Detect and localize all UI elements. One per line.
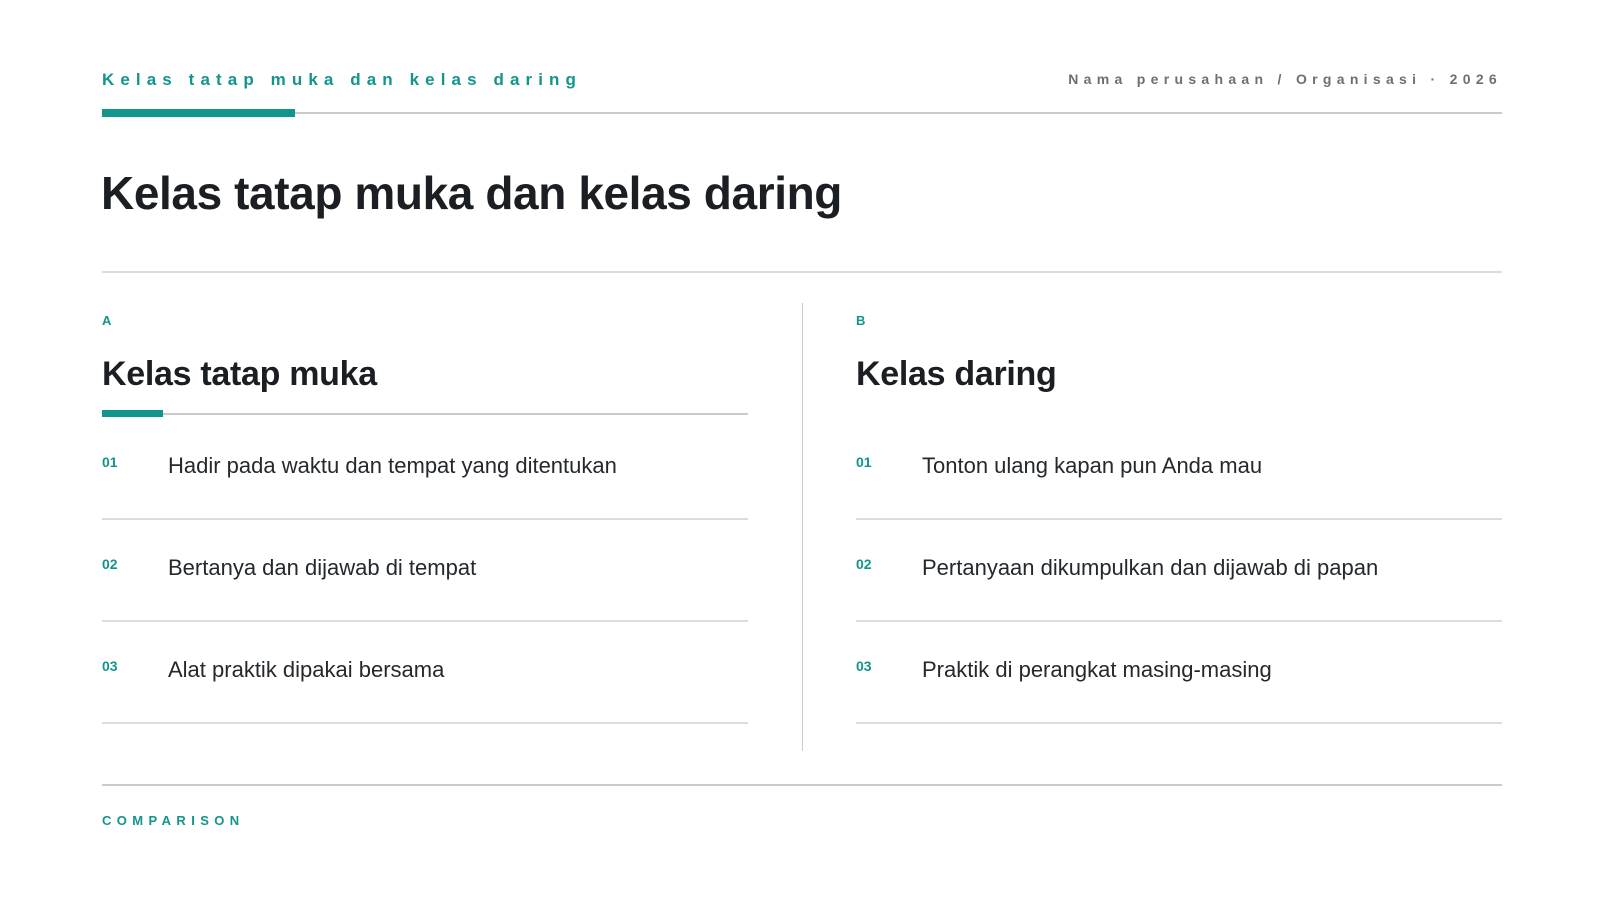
column-heading-accent [102, 410, 163, 417]
title-divider [102, 271, 1502, 273]
item-number: 02 [856, 556, 872, 572]
item-text: Praktik di perangkat masing-masing [922, 657, 1272, 682]
page-title: Kelas tatap muka dan kelas daring [101, 167, 842, 219]
item-number: 01 [856, 454, 872, 470]
column-letter: A [102, 313, 112, 328]
header-organization: Nama perusahaan / Organisasi · 2026 [1068, 71, 1502, 87]
header-kicker: Kelas tatap muka dan kelas daring [102, 70, 583, 89]
item-text: Tonton ulang kapan pun Anda mau [922, 453, 1263, 478]
list-item [102, 520, 748, 622]
item-number: 02 [102, 556, 118, 572]
item-text: Pertanyaan dikumpulkan dan dijawab di papan [922, 555, 1379, 580]
footer-label: COMPARISON [102, 813, 245, 828]
footer-divider [102, 784, 1502, 786]
column-heading: Kelas tatap muka [102, 355, 377, 393]
list-item [856, 418, 1502, 520]
item-number: 03 [102, 658, 118, 674]
column-heading: Kelas daring [856, 355, 1057, 393]
column-letter: B [856, 313, 866, 328]
item-number: 03 [856, 658, 872, 674]
list-item [102, 622, 748, 724]
column-divider [802, 303, 803, 751]
comparison-list [102, 418, 748, 724]
list-item [856, 622, 1502, 724]
list-item [856, 520, 1502, 622]
header-accent-bar [102, 109, 295, 117]
header-divider [102, 112, 1502, 114]
list-item [102, 418, 748, 520]
item-number: 01 [102, 454, 118, 470]
item-text: Alat praktik dipakai bersama [168, 657, 445, 682]
comparison-list [856, 418, 1502, 724]
column-heading-divider [102, 413, 748, 415]
item-text: Hadir pada waktu dan tempat yang ditentukan [168, 453, 617, 478]
item-text: Bertanya dan dijawab di tempat [168, 555, 477, 580]
